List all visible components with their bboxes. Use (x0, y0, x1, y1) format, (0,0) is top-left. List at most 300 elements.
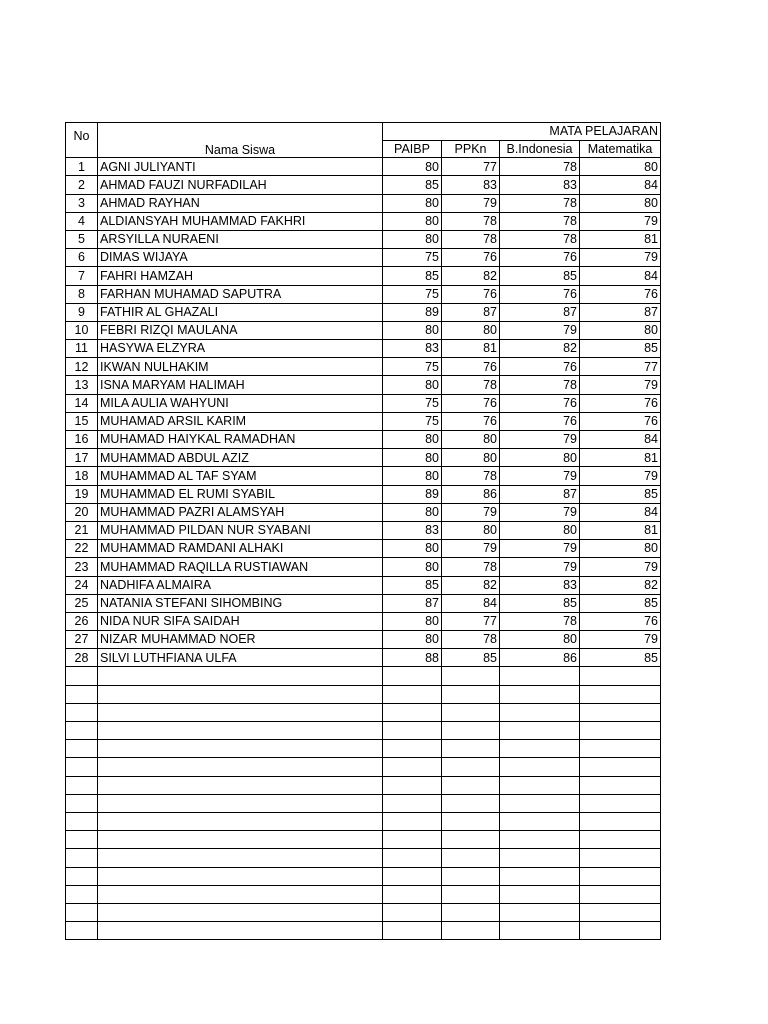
cell-student-name[interactable]: ARSYILLA NURAENI (98, 230, 383, 248)
cell-score-matematika[interactable]: 84 (580, 431, 661, 449)
empty-cell[interactable] (442, 667, 500, 685)
empty-cell[interactable] (442, 903, 500, 921)
empty-cell[interactable] (383, 849, 442, 867)
cell-score-ppkn[interactable]: 80 (442, 431, 500, 449)
empty-cell[interactable] (98, 758, 383, 776)
table-row[interactable] (66, 358, 661, 376)
empty-cell[interactable] (383, 740, 442, 758)
empty-cell[interactable] (500, 722, 580, 740)
cell-score-paibp[interactable]: 85 (383, 267, 442, 285)
cell-score-bindonesia[interactable]: 76 (500, 358, 580, 376)
cell-score-bindonesia[interactable]: 79 (500, 431, 580, 449)
cell-score-bindonesia[interactable]: 78 (500, 158, 580, 176)
cell-score-bindonesia[interactable]: 78 (500, 376, 580, 394)
empty-row[interactable] (66, 667, 661, 685)
cell-score-matematika[interactable]: 84 (580, 176, 661, 194)
cell-score-matematika[interactable]: 80 (580, 194, 661, 212)
cell-student-name[interactable]: NIDA NUR SIFA SAIDAH (98, 612, 383, 630)
empty-cell[interactable] (580, 812, 661, 830)
empty-cell[interactable] (500, 903, 580, 921)
cell-student-name[interactable]: IKWAN NULHAKIM (98, 358, 383, 376)
cell-student-name[interactable]: NADHIFA ALMAIRA (98, 576, 383, 594)
empty-cell[interactable] (442, 703, 500, 721)
cell-score-paibp[interactable]: 89 (383, 485, 442, 503)
table-row[interactable] (66, 267, 661, 285)
empty-cell[interactable] (580, 776, 661, 794)
empty-cell[interactable] (500, 740, 580, 758)
cell-score-bindonesia[interactable]: 79 (500, 540, 580, 558)
cell-no[interactable]: 10 (66, 321, 98, 339)
cell-no[interactable]: 3 (66, 194, 98, 212)
empty-cell[interactable] (442, 849, 500, 867)
cell-no[interactable]: 14 (66, 394, 98, 412)
empty-cell[interactable] (66, 667, 98, 685)
empty-cell[interactable] (383, 722, 442, 740)
empty-cell[interactable] (442, 922, 500, 940)
empty-cell[interactable] (580, 794, 661, 812)
cell-student-name[interactable]: DIMAS WIJAYA (98, 249, 383, 267)
cell-score-paibp[interactable]: 80 (383, 540, 442, 558)
empty-row[interactable] (66, 703, 661, 721)
cell-student-name[interactable]: MUHAMMAD RAMDANI ALHAKI (98, 540, 383, 558)
cell-score-ppkn[interactable]: 87 (442, 303, 500, 321)
cell-score-ppkn[interactable]: 78 (442, 558, 500, 576)
table-row[interactable] (66, 249, 661, 267)
cell-score-paibp[interactable]: 80 (383, 467, 442, 485)
cell-score-ppkn[interactable]: 76 (442, 249, 500, 267)
cell-score-ppkn[interactable]: 79 (442, 540, 500, 558)
empty-cell[interactable] (98, 685, 383, 703)
empty-row[interactable] (66, 922, 661, 940)
empty-cell[interactable] (580, 849, 661, 867)
empty-cell[interactable] (66, 885, 98, 903)
cell-score-paibp[interactable]: 80 (383, 376, 442, 394)
cell-score-bindonesia[interactable]: 76 (500, 412, 580, 430)
cell-student-name[interactable]: MUHAMMAD PILDAN NUR SYABANI (98, 521, 383, 539)
table-row[interactable] (66, 503, 661, 521)
cell-student-name[interactable]: ISNA MARYAM HALIMAH (98, 376, 383, 394)
cell-student-name[interactable]: NATANIA STEFANI SIHOMBING (98, 594, 383, 612)
cell-score-bindonesia[interactable]: 78 (500, 194, 580, 212)
empty-cell[interactable] (580, 740, 661, 758)
cell-no[interactable]: 4 (66, 212, 98, 230)
cell-score-ppkn[interactable]: 84 (442, 594, 500, 612)
cell-student-name[interactable]: AHMAD FAUZI NURFADILAH (98, 176, 383, 194)
empty-row[interactable] (66, 722, 661, 740)
cell-student-name[interactable]: FARHAN MUHAMAD SAPUTRA (98, 285, 383, 303)
cell-no[interactable]: 11 (66, 340, 98, 358)
table-row[interactable] (66, 212, 661, 230)
cell-score-paibp[interactable]: 80 (383, 230, 442, 248)
cell-score-paibp[interactable]: 88 (383, 649, 442, 667)
empty-cell[interactable] (442, 831, 500, 849)
table-row[interactable] (66, 612, 661, 630)
cell-score-paibp[interactable]: 80 (383, 212, 442, 230)
empty-cell[interactable] (442, 812, 500, 830)
empty-cell[interactable] (500, 703, 580, 721)
empty-row[interactable] (66, 740, 661, 758)
table-row[interactable] (66, 285, 661, 303)
empty-cell[interactable] (66, 758, 98, 776)
cell-score-paibp[interactable]: 80 (383, 449, 442, 467)
cell-score-bindonesia[interactable]: 80 (500, 631, 580, 649)
empty-cell[interactable] (98, 722, 383, 740)
empty-cell[interactable] (383, 831, 442, 849)
empty-cell[interactable] (98, 794, 383, 812)
empty-cell[interactable] (383, 667, 442, 685)
empty-cell[interactable] (98, 776, 383, 794)
cell-student-name[interactable]: SILVI LUTHFIANA ULFA (98, 649, 383, 667)
table-row[interactable] (66, 376, 661, 394)
cell-score-matematika[interactable]: 85 (580, 649, 661, 667)
cell-no[interactable]: 8 (66, 285, 98, 303)
cell-score-ppkn[interactable]: 83 (442, 176, 500, 194)
cell-score-ppkn[interactable]: 77 (442, 612, 500, 630)
cell-score-ppkn[interactable]: 78 (442, 631, 500, 649)
cell-score-matematika[interactable]: 79 (580, 558, 661, 576)
empty-cell[interactable] (98, 703, 383, 721)
empty-row[interactable] (66, 831, 661, 849)
cell-score-ppkn[interactable]: 79 (442, 194, 500, 212)
cell-score-paibp[interactable]: 85 (383, 576, 442, 594)
cell-score-matematika[interactable]: 76 (580, 412, 661, 430)
cell-score-matematika[interactable]: 80 (580, 158, 661, 176)
empty-cell[interactable] (442, 794, 500, 812)
cell-no[interactable]: 23 (66, 558, 98, 576)
table-row[interactable] (66, 303, 661, 321)
cell-score-bindonesia[interactable]: 78 (500, 230, 580, 248)
cell-student-name[interactable]: MUHAMMAD EL RUMI SYABIL (98, 485, 383, 503)
empty-cell[interactable] (580, 703, 661, 721)
cell-score-bindonesia[interactable]: 76 (500, 394, 580, 412)
empty-cell[interactable] (500, 758, 580, 776)
cell-score-ppkn[interactable]: 76 (442, 394, 500, 412)
cell-score-ppkn[interactable]: 78 (442, 212, 500, 230)
cell-no[interactable]: 12 (66, 358, 98, 376)
cell-score-paibp[interactable]: 85 (383, 176, 442, 194)
table-row[interactable] (66, 340, 661, 358)
empty-cell[interactable] (98, 667, 383, 685)
empty-cell[interactable] (98, 903, 383, 921)
empty-cell[interactable] (98, 831, 383, 849)
cell-score-paibp[interactable]: 80 (383, 631, 442, 649)
cell-score-matematika[interactable]: 84 (580, 503, 661, 521)
cell-no[interactable]: 27 (66, 631, 98, 649)
table-row[interactable] (66, 412, 661, 430)
table-row[interactable] (66, 594, 661, 612)
empty-cell[interactable] (580, 667, 661, 685)
empty-cell[interactable] (580, 885, 661, 903)
cell-score-paibp[interactable]: 75 (383, 249, 442, 267)
table-row[interactable] (66, 321, 661, 339)
table-row[interactable] (66, 449, 661, 467)
cell-score-paibp[interactable]: 75 (383, 394, 442, 412)
empty-cell[interactable] (442, 867, 500, 885)
empty-cell[interactable] (500, 776, 580, 794)
cell-student-name[interactable]: MUHAMMAD ABDUL AZIZ (98, 449, 383, 467)
cell-score-matematika[interactable]: 85 (580, 485, 661, 503)
empty-cell[interactable] (66, 903, 98, 921)
cell-score-paibp[interactable]: 75 (383, 358, 442, 376)
empty-cell[interactable] (500, 667, 580, 685)
cell-score-bindonesia[interactable]: 87 (500, 485, 580, 503)
cell-score-matematika[interactable]: 79 (580, 376, 661, 394)
cell-score-bindonesia[interactable]: 76 (500, 249, 580, 267)
cell-score-matematika[interactable]: 79 (580, 631, 661, 649)
empty-cell[interactable] (383, 812, 442, 830)
cell-score-paibp[interactable]: 83 (383, 340, 442, 358)
cell-score-ppkn[interactable]: 82 (442, 576, 500, 594)
cell-score-matematika[interactable]: 76 (580, 612, 661, 630)
cell-no[interactable]: 20 (66, 503, 98, 521)
cell-no[interactable]: 6 (66, 249, 98, 267)
table-row[interactable] (66, 431, 661, 449)
cell-score-matematika[interactable]: 80 (580, 540, 661, 558)
cell-score-matematika[interactable]: 85 (580, 340, 661, 358)
empty-cell[interactable] (580, 903, 661, 921)
empty-cell[interactable] (66, 703, 98, 721)
cell-no[interactable]: 24 (66, 576, 98, 594)
empty-cell[interactable] (66, 849, 98, 867)
empty-cell[interactable] (383, 867, 442, 885)
cell-no[interactable]: 25 (66, 594, 98, 612)
cell-score-paibp[interactable]: 83 (383, 521, 442, 539)
empty-cell[interactable] (383, 922, 442, 940)
empty-cell[interactable] (580, 831, 661, 849)
table-row[interactable] (66, 230, 661, 248)
cell-student-name[interactable]: MUHAMAD HAIYKAL RAMADHAN (98, 431, 383, 449)
cell-score-bindonesia[interactable]: 78 (500, 212, 580, 230)
empty-cell[interactable] (98, 867, 383, 885)
table-row[interactable] (66, 467, 661, 485)
empty-cell[interactable] (98, 812, 383, 830)
cell-score-ppkn[interactable]: 76 (442, 412, 500, 430)
empty-cell[interactable] (442, 758, 500, 776)
cell-score-ppkn[interactable]: 78 (442, 467, 500, 485)
cell-student-name[interactable]: MUHAMAD ARSIL KARIM (98, 412, 383, 430)
empty-cell[interactable] (383, 794, 442, 812)
empty-cell[interactable] (442, 776, 500, 794)
cell-score-matematika[interactable]: 81 (580, 230, 661, 248)
cell-score-bindonesia[interactable]: 83 (500, 176, 580, 194)
cell-student-name[interactable]: AHMAD RAYHAN (98, 194, 383, 212)
empty-cell[interactable] (500, 831, 580, 849)
table-row[interactable] (66, 576, 661, 594)
table-row[interactable] (66, 521, 661, 539)
cell-score-matematika[interactable]: 79 (580, 212, 661, 230)
cell-student-name[interactable]: FATHIR AL GHAZALI (98, 303, 383, 321)
empty-cell[interactable] (98, 922, 383, 940)
empty-row[interactable] (66, 849, 661, 867)
cell-no[interactable]: 26 (66, 612, 98, 630)
cell-no[interactable]: 16 (66, 431, 98, 449)
cell-score-matematika[interactable]: 79 (580, 467, 661, 485)
empty-cell[interactable] (98, 740, 383, 758)
cell-no[interactable]: 19 (66, 485, 98, 503)
cell-score-bindonesia[interactable]: 76 (500, 285, 580, 303)
cell-score-paibp[interactable]: 80 (383, 558, 442, 576)
cell-score-paibp[interactable]: 75 (383, 412, 442, 430)
cell-student-name[interactable]: MILA AULIA WAHYUNI (98, 394, 383, 412)
empty-cell[interactable] (500, 885, 580, 903)
empty-row[interactable] (66, 685, 661, 703)
empty-cell[interactable] (98, 849, 383, 867)
cell-no[interactable]: 21 (66, 521, 98, 539)
cell-score-ppkn[interactable]: 76 (442, 358, 500, 376)
cell-student-name[interactable]: NIZAR MUHAMMAD NOER (98, 631, 383, 649)
empty-cell[interactable] (66, 740, 98, 758)
empty-cell[interactable] (580, 758, 661, 776)
cell-score-matematika[interactable]: 87 (580, 303, 661, 321)
table-row[interactable] (66, 158, 661, 176)
empty-cell[interactable] (500, 849, 580, 867)
cell-score-ppkn[interactable]: 81 (442, 340, 500, 358)
cell-score-matematika[interactable]: 76 (580, 285, 661, 303)
empty-row[interactable] (66, 903, 661, 921)
empty-cell[interactable] (66, 776, 98, 794)
cell-no[interactable]: 5 (66, 230, 98, 248)
cell-score-bindonesia[interactable]: 79 (500, 321, 580, 339)
cell-score-ppkn[interactable]: 76 (442, 285, 500, 303)
empty-cell[interactable] (66, 722, 98, 740)
cell-score-matematika[interactable]: 77 (580, 358, 661, 376)
cell-score-paibp[interactable]: 80 (383, 431, 442, 449)
cell-score-paibp[interactable]: 80 (383, 321, 442, 339)
cell-no[interactable]: 9 (66, 303, 98, 321)
cell-score-matematika[interactable]: 80 (580, 321, 661, 339)
table-row[interactable] (66, 485, 661, 503)
empty-cell[interactable] (66, 794, 98, 812)
cell-student-name[interactable]: MUHAMMAD RAQILLA RUSTIAWAN (98, 558, 383, 576)
cell-score-ppkn[interactable]: 82 (442, 267, 500, 285)
table-row[interactable] (66, 558, 661, 576)
empty-cell[interactable] (442, 740, 500, 758)
cell-score-bindonesia[interactable]: 85 (500, 267, 580, 285)
empty-cell[interactable] (500, 922, 580, 940)
table-row[interactable] (66, 649, 661, 667)
cell-score-ppkn[interactable]: 80 (442, 321, 500, 339)
cell-score-matematika[interactable]: 76 (580, 394, 661, 412)
cell-score-paibp[interactable]: 80 (383, 194, 442, 212)
cell-score-matematika[interactable]: 84 (580, 267, 661, 285)
cell-score-bindonesia[interactable]: 80 (500, 449, 580, 467)
cell-no[interactable]: 28 (66, 649, 98, 667)
empty-cell[interactable] (383, 885, 442, 903)
empty-cell[interactable] (500, 685, 580, 703)
cell-score-paibp[interactable]: 89 (383, 303, 442, 321)
cell-score-matematika[interactable]: 81 (580, 449, 661, 467)
cell-student-name[interactable]: ALDIANSYAH MUHAMMAD FAKHRI (98, 212, 383, 230)
empty-row[interactable] (66, 812, 661, 830)
cell-score-bindonesia[interactable]: 85 (500, 594, 580, 612)
cell-score-ppkn[interactable]: 79 (442, 503, 500, 521)
cell-score-bindonesia[interactable]: 80 (500, 521, 580, 539)
empty-cell[interactable] (383, 758, 442, 776)
empty-cell[interactable] (66, 685, 98, 703)
empty-row[interactable] (66, 885, 661, 903)
empty-row[interactable] (66, 758, 661, 776)
empty-cell[interactable] (66, 867, 98, 885)
cell-no[interactable]: 7 (66, 267, 98, 285)
cell-no[interactable]: 18 (66, 467, 98, 485)
cell-no[interactable]: 13 (66, 376, 98, 394)
cell-score-bindonesia[interactable]: 79 (500, 558, 580, 576)
empty-cell[interactable] (500, 812, 580, 830)
table-row[interactable] (66, 194, 661, 212)
empty-cell[interactable] (66, 922, 98, 940)
empty-cell[interactable] (580, 722, 661, 740)
cell-student-name[interactable]: FEBRI RIZQI MAULANA (98, 321, 383, 339)
cell-score-matematika[interactable]: 82 (580, 576, 661, 594)
cell-score-ppkn[interactable]: 78 (442, 230, 500, 248)
cell-score-paibp[interactable]: 87 (383, 594, 442, 612)
empty-cell[interactable] (442, 885, 500, 903)
cell-score-matematika[interactable]: 85 (580, 594, 661, 612)
cell-no[interactable]: 1 (66, 158, 98, 176)
table-row[interactable] (66, 540, 661, 558)
empty-cell[interactable] (580, 922, 661, 940)
empty-cell[interactable] (500, 867, 580, 885)
cell-score-matematika[interactable]: 81 (580, 521, 661, 539)
cell-score-matematika[interactable]: 79 (580, 249, 661, 267)
empty-cell[interactable] (66, 831, 98, 849)
cell-score-bindonesia[interactable]: 79 (500, 467, 580, 485)
empty-cell[interactable] (580, 867, 661, 885)
empty-cell[interactable] (442, 685, 500, 703)
cell-score-paibp[interactable]: 80 (383, 503, 442, 521)
cell-score-ppkn[interactable]: 78 (442, 376, 500, 394)
cell-no[interactable]: 22 (66, 540, 98, 558)
cell-score-ppkn[interactable]: 80 (442, 449, 500, 467)
table-row[interactable] (66, 631, 661, 649)
cell-student-name[interactable]: AGNI JULIYANTI (98, 158, 383, 176)
cell-score-ppkn[interactable]: 80 (442, 521, 500, 539)
empty-cell[interactable] (383, 776, 442, 794)
empty-row[interactable] (66, 776, 661, 794)
table-row[interactable] (66, 176, 661, 194)
empty-cell[interactable] (383, 903, 442, 921)
empty-cell[interactable] (442, 722, 500, 740)
cell-score-ppkn[interactable]: 77 (442, 158, 500, 176)
cell-score-bindonesia[interactable]: 87 (500, 303, 580, 321)
cell-score-paibp[interactable]: 80 (383, 158, 442, 176)
cell-score-paibp[interactable]: 75 (383, 285, 442, 303)
table-row[interactable] (66, 394, 661, 412)
empty-cell[interactable] (580, 685, 661, 703)
empty-cell[interactable] (383, 685, 442, 703)
empty-cell[interactable] (98, 885, 383, 903)
cell-score-ppkn[interactable]: 85 (442, 649, 500, 667)
cell-score-bindonesia[interactable]: 82 (500, 340, 580, 358)
cell-score-paibp[interactable]: 80 (383, 612, 442, 630)
cell-student-name[interactable]: FAHRI HAMZAH (98, 267, 383, 285)
empty-cell[interactable] (500, 794, 580, 812)
cell-score-bindonesia[interactable]: 83 (500, 576, 580, 594)
cell-score-bindonesia[interactable]: 78 (500, 612, 580, 630)
cell-score-bindonesia[interactable]: 79 (500, 503, 580, 521)
cell-no[interactable]: 17 (66, 449, 98, 467)
empty-cell[interactable] (383, 703, 442, 721)
cell-score-bindonesia[interactable]: 86 (500, 649, 580, 667)
cell-student-name[interactable]: MUHAMMAD PAZRI ALAMSYAH (98, 503, 383, 521)
cell-no[interactable]: 2 (66, 176, 98, 194)
cell-student-name[interactable]: HASYWA ELZYRA (98, 340, 383, 358)
empty-row[interactable] (66, 794, 661, 812)
cell-student-name[interactable]: MUHAMMAD AL TAF SYAM (98, 467, 383, 485)
cell-no[interactable]: 15 (66, 412, 98, 430)
empty-cell[interactable] (66, 812, 98, 830)
cell-score-ppkn[interactable]: 86 (442, 485, 500, 503)
